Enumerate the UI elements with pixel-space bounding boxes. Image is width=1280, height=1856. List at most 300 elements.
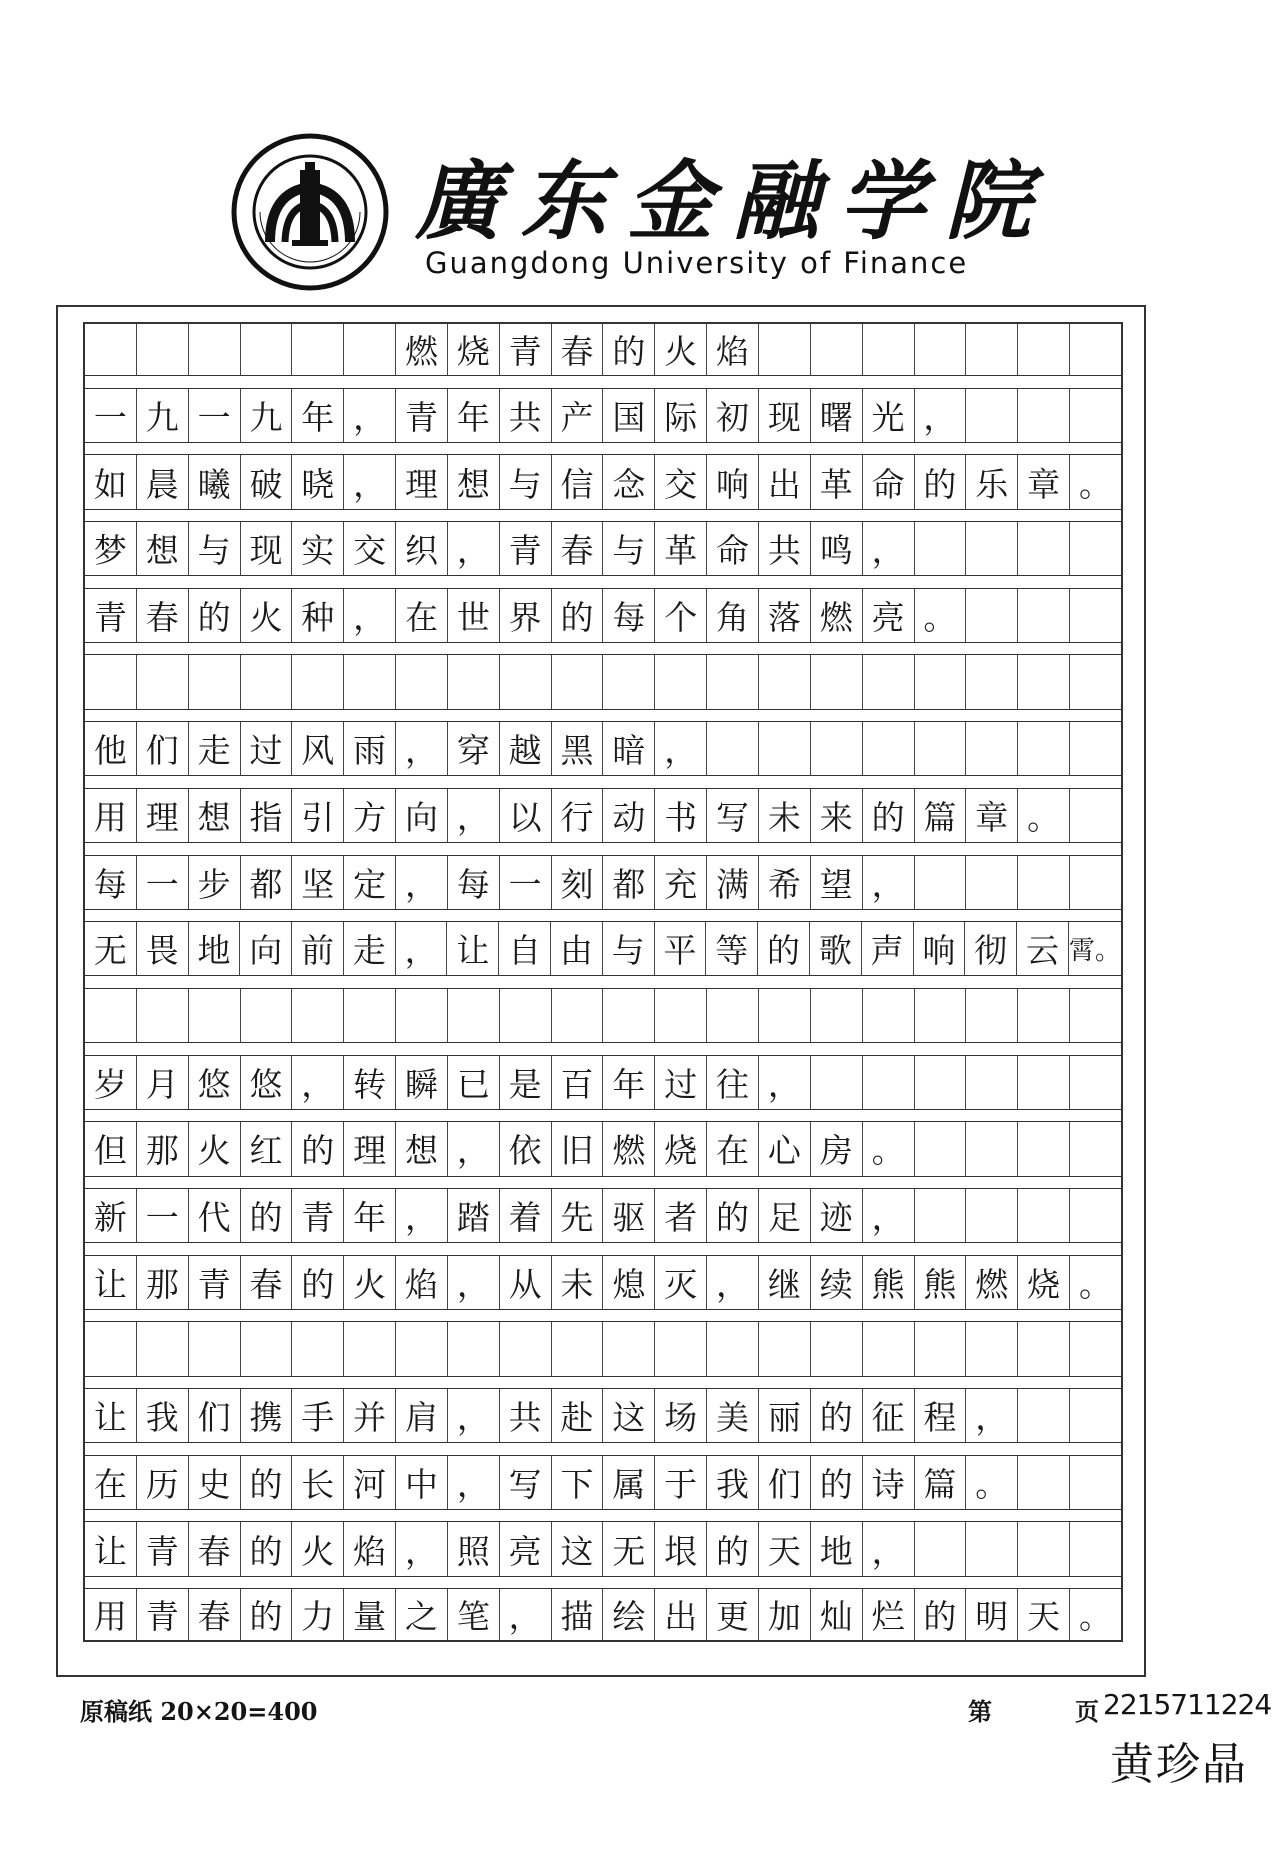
grid-cell: 每 — [603, 589, 655, 642]
grid-cell: 界 — [500, 589, 552, 642]
grid-cell — [137, 1322, 189, 1375]
grid-cell — [189, 655, 241, 708]
grid-cell — [863, 324, 915, 375]
grid-cell: ， — [707, 1256, 759, 1309]
grid-cell: 们 — [137, 722, 189, 775]
grid-cell: 走 — [189, 722, 241, 775]
grid-cell — [241, 655, 293, 708]
grid-cell — [1070, 522, 1121, 575]
grid-cell: 畏 — [137, 922, 189, 975]
text-row — [83, 655, 1123, 708]
grid-cell: ， — [292, 1056, 344, 1109]
grid-cell: 天 — [1018, 1589, 1070, 1640]
grid-cell: 理 — [344, 1122, 396, 1175]
university-logo — [230, 132, 390, 292]
grid-cell: 的 — [603, 324, 655, 375]
grid-cell: 。 — [863, 1122, 915, 1175]
grid-cell: 手 — [292, 1389, 344, 1442]
grid-cell: ， — [344, 389, 396, 442]
grid-cell — [1018, 324, 1070, 375]
grid-cell — [241, 1322, 293, 1375]
row-gap — [83, 1042, 1123, 1055]
grid-cell — [655, 655, 707, 708]
grid-cell: 代 — [189, 1189, 241, 1242]
grid-cell: 行 — [552, 789, 604, 842]
grid-cell: 穿 — [448, 722, 500, 775]
grid-cell — [603, 989, 655, 1042]
grid-cell: 月 — [137, 1056, 189, 1109]
grid-cell — [811, 1322, 863, 1375]
grid-cell — [759, 324, 811, 375]
row-gap — [83, 975, 1123, 988]
grid-cell: ， — [500, 1589, 552, 1640]
row-gap — [83, 642, 1123, 655]
grid-cell: 一 — [189, 389, 241, 442]
grid-cell — [552, 989, 604, 1042]
grid-cell — [1018, 1189, 1070, 1242]
grid-cell: 步 — [189, 856, 241, 909]
row-gap — [83, 1509, 1123, 1522]
grid-cell: 曙 — [811, 389, 863, 442]
row-gap — [83, 1442, 1123, 1455]
grid-cell: 篇 — [915, 1456, 967, 1509]
grid-cell: 响 — [707, 455, 759, 508]
page-label-prefix: 第 — [968, 1697, 992, 1726]
grid-cell: 向 — [396, 789, 448, 842]
grid-cell: 的 — [863, 789, 915, 842]
grid-cell — [915, 1322, 967, 1375]
grid-cell: 理 — [137, 789, 189, 842]
grid-cell — [189, 989, 241, 1042]
row-gap — [83, 1376, 1123, 1389]
grid-cell: 在 — [396, 589, 448, 642]
grid-cell: 春 — [189, 1589, 241, 1640]
grid-cell: 他 — [85, 722, 137, 775]
grid-cell — [915, 522, 967, 575]
grid-cell: 的 — [811, 1389, 863, 1442]
grid-cell — [811, 989, 863, 1042]
grid-cell: 迹 — [811, 1189, 863, 1242]
grid-cell — [966, 856, 1018, 909]
grid-cell — [1070, 1056, 1121, 1109]
grid-cell: 青 — [137, 1589, 189, 1640]
grid-cell: 一 — [85, 389, 137, 442]
grid-cell — [966, 589, 1018, 642]
grid-cell: 让 — [85, 1256, 137, 1309]
grid-cell — [85, 1322, 137, 1375]
grid-cell: 篇 — [915, 789, 967, 842]
grid-cell — [292, 1322, 344, 1375]
grid-cell: 现 — [241, 522, 293, 575]
grid-cell — [1018, 722, 1070, 775]
grid-cell: 无 — [603, 1522, 655, 1575]
grid-cell: 续 — [811, 1256, 863, 1309]
grid-cell: 火 — [655, 324, 707, 375]
grid-cell — [1018, 856, 1070, 909]
grid-cell: 是 — [500, 1056, 552, 1109]
grid-cell: 曦 — [189, 455, 241, 508]
grid-cell — [1018, 655, 1070, 708]
grid-cell: 未 — [552, 1256, 604, 1309]
school-name-chinese: 廣东金融学院 — [415, 151, 1051, 252]
grid-cell: 与 — [500, 455, 552, 508]
grid-cell: ， — [344, 455, 396, 508]
grid-cell: 织 — [396, 522, 448, 575]
grid-cell: 雨 — [344, 722, 396, 775]
grid-cell: 青 — [500, 324, 552, 375]
grid-cell: 霄。 — [1068, 936, 1121, 967]
grid-cell: 写 — [500, 1456, 552, 1509]
grid-cell: ， — [863, 1522, 915, 1575]
grid-cell: 晓 — [292, 455, 344, 508]
grid-cell: 历 — [137, 1456, 189, 1509]
grid-cell: 们 — [189, 1389, 241, 1442]
grid-cell — [759, 989, 811, 1042]
grid-cell — [915, 989, 967, 1042]
grid-cell: 。 — [1078, 1597, 1112, 1637]
grid-cell: 赴 — [552, 1389, 604, 1442]
grid-cell: 引 — [292, 789, 344, 842]
grid-cell: 并 — [344, 1389, 396, 1442]
grid-cell: 的 — [189, 589, 241, 642]
grid-cell — [1070, 722, 1121, 775]
grid-cell — [1070, 324, 1121, 375]
grid-cell: 燃 — [396, 324, 448, 375]
university-seal-icon — [230, 132, 390, 292]
grid-cell: 角 — [707, 589, 759, 642]
grid-cell: 歌 — [810, 922, 862, 975]
grid-cell: 。 — [1018, 789, 1070, 842]
grid-cell — [1070, 789, 1121, 842]
grid-cell: 征 — [863, 1389, 915, 1442]
grid-cell: 暗 — [603, 722, 655, 775]
grid-cell: 一 — [500, 856, 552, 909]
grid-cell: 焰 — [707, 324, 759, 375]
title-row — [83, 322, 1123, 375]
grid-cell: ， — [915, 389, 967, 442]
grid-cell: 诗 — [863, 1456, 915, 1509]
grid-cell: 晨 — [137, 455, 189, 508]
grid-cell — [448, 655, 500, 708]
grid-cell — [292, 324, 344, 375]
grid-cell: 的 — [552, 589, 604, 642]
grid-cell: 指 — [241, 789, 293, 842]
grid-cell: 每 — [448, 856, 500, 909]
grid-cell: 想 — [137, 522, 189, 575]
grid-cell — [396, 655, 448, 708]
text-row — [83, 1056, 1123, 1109]
grid-cell: 春 — [189, 1522, 241, 1575]
text-row — [83, 1389, 1123, 1442]
grid-cell: 依 — [500, 1122, 552, 1175]
grid-cell: 描 — [552, 1589, 604, 1640]
row-gap — [83, 442, 1123, 455]
grid-cell: 烧 — [655, 1122, 707, 1175]
grid-cell: ， — [396, 856, 448, 909]
grid-cell — [966, 389, 1018, 442]
grid-cell: 种 — [292, 589, 344, 642]
grid-cell: 交 — [655, 455, 707, 508]
grid-cell — [1018, 589, 1070, 642]
grid-cell: 红 — [241, 1122, 293, 1175]
grid-cell — [966, 1122, 1018, 1175]
grid-cell: 那 — [137, 1256, 189, 1309]
grid-cell: 革 — [655, 522, 707, 575]
grid-cell — [915, 722, 967, 775]
grid-cell — [966, 324, 1018, 375]
grid-cell: 肩 — [396, 1389, 448, 1442]
grid-cell: 的 — [811, 1456, 863, 1509]
grid-cell: 与 — [189, 522, 241, 575]
grid-cell: 的 — [915, 455, 967, 508]
grid-cell: 青 — [500, 522, 552, 575]
grid-cell — [292, 655, 344, 708]
grid-cell — [1070, 856, 1121, 909]
grid-cell — [85, 324, 137, 375]
grid-cell: 熊 — [915, 1256, 967, 1309]
grid-cell: 照 — [448, 1522, 500, 1575]
grid-cell: 写 — [707, 789, 759, 842]
grid-cell: 心 — [759, 1122, 811, 1175]
row-gap — [83, 1242, 1123, 1255]
grid-cell: 一 — [137, 856, 189, 909]
grid-cell: 梦 — [85, 522, 137, 575]
grid-cell: 地 — [811, 1522, 863, 1575]
grid-cell — [915, 1189, 967, 1242]
grid-cell: 旧 — [552, 1122, 604, 1175]
row-gap — [83, 509, 1123, 522]
grid-cell — [811, 1056, 863, 1109]
text-row — [83, 789, 1123, 842]
grid-cell: 之 — [396, 1589, 448, 1640]
grid-cell: 响 — [914, 922, 966, 975]
grid-cell: 实 — [292, 522, 344, 575]
text-row — [83, 1322, 1123, 1375]
grid-cell: 声 — [862, 922, 914, 975]
grid-cell — [603, 655, 655, 708]
grid-cell — [292, 989, 344, 1042]
grid-cell: 青 — [189, 1256, 241, 1309]
row-gap — [83, 1109, 1123, 1122]
grid-cell — [1018, 1522, 1070, 1575]
grid-cell: 年 — [603, 1056, 655, 1109]
grid-cell — [915, 1056, 967, 1109]
grid-cell — [137, 324, 189, 375]
grid-cell: 向 — [240, 922, 292, 975]
grid-cell: 以 — [500, 789, 552, 842]
text-row — [83, 856, 1123, 909]
text-row — [83, 589, 1123, 642]
grid-cell — [707, 1322, 759, 1375]
grid-cell: ， — [396, 922, 448, 975]
grid-cell: 的 — [241, 1456, 293, 1509]
grid-cell: 鸣 — [811, 522, 863, 575]
grid-cell: 岁 — [85, 1056, 137, 1109]
grid-cell — [500, 1322, 552, 1375]
manuscript-grid — [83, 322, 1123, 1642]
grid-cell: 者 — [655, 1189, 707, 1242]
text-row — [83, 922, 1123, 975]
grid-cell — [966, 722, 1018, 775]
grid-cell — [1018, 1056, 1070, 1109]
grid-cell — [1070, 389, 1121, 442]
grid-cell — [1018, 1389, 1070, 1442]
grid-cell — [966, 1056, 1018, 1109]
grid-cell — [966, 1189, 1018, 1242]
grid-cell: 理 — [396, 455, 448, 508]
grid-cell: 九 — [241, 389, 293, 442]
grid-cell: 过 — [241, 722, 293, 775]
grid-cell: 念 — [603, 455, 655, 508]
grid-cell — [137, 655, 189, 708]
text-row — [83, 1256, 1123, 1309]
grid-cell: 火 — [189, 1122, 241, 1175]
grid-cell: 这 — [552, 1522, 604, 1575]
grid-cell — [396, 989, 448, 1042]
grid-cell: 火 — [292, 1522, 344, 1575]
grid-cell: 的 — [241, 1589, 293, 1640]
grid-cell — [707, 722, 759, 775]
grid-cell: 灭 — [655, 1256, 707, 1309]
grid-cell: 年 — [292, 389, 344, 442]
grid-cell: 革 — [811, 455, 863, 508]
grid-cell: 长 — [292, 1456, 344, 1509]
grid-cell: 光 — [863, 389, 915, 442]
grid-cell: 火 — [241, 589, 293, 642]
grid-cell: 等 — [706, 922, 758, 975]
grid-cell: ， — [448, 522, 500, 575]
grid-cell: 瞬 — [396, 1056, 448, 1109]
grid-cell: 想 — [189, 789, 241, 842]
grid-cell: ， — [448, 1389, 500, 1442]
page-label-suffix: 页 — [1075, 1697, 1099, 1726]
grid-cell — [1070, 1522, 1121, 1575]
grid-cell: 想 — [448, 455, 500, 508]
grid-cell: 破 — [241, 455, 293, 508]
grid-cell: 烧 — [1018, 1256, 1070, 1309]
grid-cell: 平 — [655, 922, 707, 975]
grid-cell: 的 — [707, 1189, 759, 1242]
grid-cell: 的 — [241, 1189, 293, 1242]
grid-cell: 走 — [344, 922, 396, 975]
grid-cell: 垠 — [655, 1522, 707, 1575]
grid-cell — [811, 722, 863, 775]
grid-cell: 未 — [759, 789, 811, 842]
grid-cell: 燃 — [811, 589, 863, 642]
grid-cell: 刻 — [552, 856, 604, 909]
grid-cell: 信 — [552, 455, 604, 508]
grid-cell: 力 — [292, 1589, 344, 1640]
grid-cell: 量 — [344, 1589, 396, 1640]
grid-cell — [966, 1322, 1018, 1375]
grid-cell: 于 — [655, 1456, 707, 1509]
row-gap — [83, 909, 1123, 922]
grid-cell: 年 — [448, 389, 500, 442]
grid-cell: 落 — [759, 589, 811, 642]
grid-cell: 程 — [915, 1389, 967, 1442]
grid-cell: 。 — [966, 1456, 1018, 1509]
row-gap — [83, 575, 1123, 588]
grid-cell: 已 — [448, 1056, 500, 1109]
grid-cell: ， — [448, 1256, 500, 1309]
grid-cell: 天 — [759, 1522, 811, 1575]
grid-cell: 无 — [85, 922, 137, 975]
grid-cell: 章 — [966, 789, 1018, 842]
grid-cell: 灿 — [811, 1589, 863, 1640]
grid-cell — [915, 1122, 967, 1175]
grid-cell: 章 — [1018, 455, 1070, 508]
document-header — [0, 0, 1280, 300]
grid-cell — [344, 989, 396, 1042]
grid-cell — [966, 1522, 1018, 1575]
grid-cell: 绘 — [603, 1589, 655, 1640]
text-row — [83, 989, 1123, 1042]
grid-cell — [1018, 989, 1070, 1042]
grid-cell: 往 — [707, 1056, 759, 1109]
grid-cell: 过 — [655, 1056, 707, 1109]
grid-cell: 与 — [603, 522, 655, 575]
grid-cell — [915, 655, 967, 708]
grid-cell: 九 — [137, 389, 189, 442]
grid-cell: 与 — [603, 922, 655, 975]
grid-cell — [1070, 1322, 1121, 1375]
grid-cell: 共 — [500, 1389, 552, 1442]
grid-cell — [1070, 655, 1121, 708]
grid-cell: 让 — [447, 922, 499, 975]
grid-cell: 共 — [500, 389, 552, 442]
grid-cell: 黑 — [552, 722, 604, 775]
grid-cell — [344, 655, 396, 708]
grid-cell: 加 — [759, 1589, 811, 1640]
grid-cell — [1070, 1456, 1121, 1509]
grid-cell: 这 — [603, 1389, 655, 1442]
grid-cell: 燃 — [603, 1122, 655, 1175]
grid-cell: ， — [396, 1189, 448, 1242]
grid-cell: 出 — [655, 1589, 707, 1640]
row-gap — [83, 775, 1123, 788]
grid-cell: 在 — [85, 1456, 137, 1509]
grid-cell: 产 — [552, 389, 604, 442]
grid-cell: 方 — [344, 789, 396, 842]
grid-cell — [915, 856, 967, 909]
grid-cell: 乐 — [966, 455, 1018, 508]
grid-cell — [966, 989, 1018, 1042]
grid-cell: 的 — [241, 1522, 293, 1575]
grid-cell: 定 — [344, 856, 396, 909]
grid-cell: 携 — [241, 1389, 293, 1442]
grid-cell: 美 — [707, 1389, 759, 1442]
grid-cell — [500, 989, 552, 1042]
grid-cell — [966, 655, 1018, 708]
grid-cell: 个 — [655, 589, 707, 642]
grid-cell: 中 — [396, 1456, 448, 1509]
text-row — [83, 1456, 1123, 1509]
row-gap — [83, 709, 1123, 722]
grid-cell: 都 — [241, 856, 293, 909]
grid-cell: 更 — [707, 1589, 759, 1640]
grid-cell: 春 — [552, 522, 604, 575]
grid-cell — [655, 1322, 707, 1375]
grid-cell: 先 — [552, 1189, 604, 1242]
grid-cell: 坚 — [292, 856, 344, 909]
grid-cell: 每 — [85, 856, 137, 909]
grid-cell — [915, 1522, 967, 1575]
grid-cell: 新 — [85, 1189, 137, 1242]
grid-cell — [759, 722, 811, 775]
grid-cell: 命 — [707, 522, 759, 575]
grid-cell — [189, 1322, 241, 1375]
grid-cell: 在 — [707, 1122, 759, 1175]
